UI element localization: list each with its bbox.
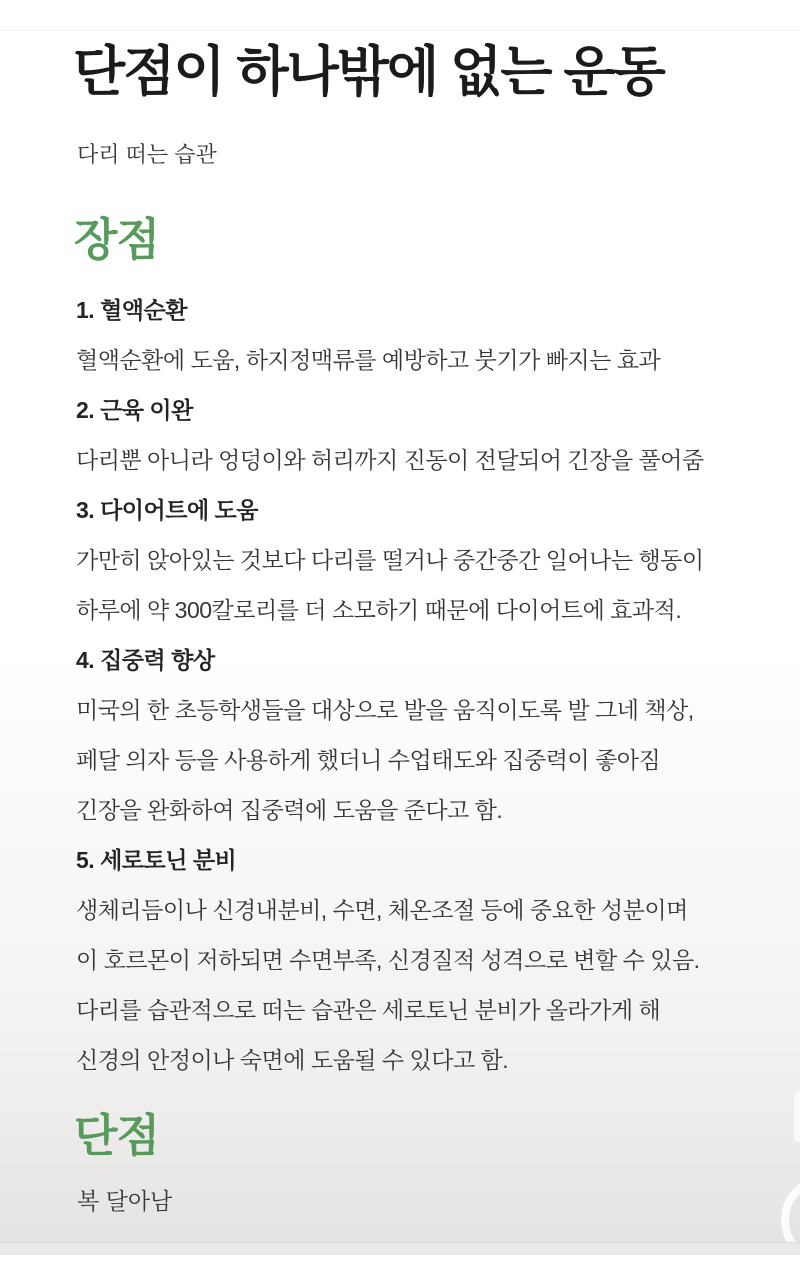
advantage-item-text: 미국의 한 초등학생들을 대상으로 발을 움직이도록 발 그네 책상, — [76, 697, 694, 723]
advantage-item-text: 하루에 약 300칼로리를 더 소모하기 때문에 다이어트에 효과적. — [76, 597, 682, 623]
advantage-item-text: 가만히 앉아있는 것보다 다리를 떨거나 중간중간 일어나는 행동이 — [76, 547, 704, 573]
section-heading-disadvantages: 단점 — [74, 1110, 159, 1161]
advantage-item-label-5: 5. 세로토닌 분비 — [76, 847, 237, 873]
advantage-item-text: 다리를 습관적으로 떠는 습관은 세로토닌 분비가 올라가게 해 — [76, 997, 661, 1023]
page-title: 단점이 하나밖에 없는 운동 — [73, 42, 664, 102]
advantage-item-label-3: 3. 다이어트에 도움 — [76, 497, 258, 523]
advantage-item-label-2: 2. 근육 이완 — [76, 397, 193, 423]
advantage-item-text: 신경의 안정이나 숙면에 도움될 수 있다고 함. — [76, 1047, 509, 1073]
advantage-item-label-1: 1. 혈액순환 — [76, 297, 187, 323]
top-divider — [0, 30, 800, 31]
section-heading-advantages: 장점 — [74, 214, 159, 265]
watermark-bar — [794, 1092, 800, 1142]
page-subtitle: 다리 떠는 습관 — [77, 142, 217, 167]
disadvantage-item-text: 복 달아남 — [77, 1188, 173, 1214]
bottom-strip — [0, 1242, 800, 1255]
advantage-item-text: 페달 의자 등을 사용하게 했더니 수업태도와 집중력이 좋아짐 — [76, 747, 661, 773]
advantage-item-label-4: 4. 집중력 향상 — [76, 647, 215, 673]
advantage-item-text: 생체리듬이나 신경내분비, 수면, 체온조절 등에 중요한 성분이며 — [76, 897, 688, 923]
advantages-list — [76, 285, 770, 1085]
advantage-item-text: 혈액순환에 도움, 하지정맥류를 예방하고 붓기가 빠지는 효과 — [76, 347, 661, 373]
advantage-item-text: 이 호르몬이 저하되면 수면부족, 신경질적 성격으로 변할 수 있음. — [76, 947, 700, 973]
advantage-item-text: 다리뿐 아니라 엉덩이와 허리까지 진동이 전달되어 긴장을 풀어줌 — [76, 447, 704, 473]
advantage-item-text: 긴장을 완화하여 집중력에 도움을 준다고 함. — [76, 797, 503, 823]
